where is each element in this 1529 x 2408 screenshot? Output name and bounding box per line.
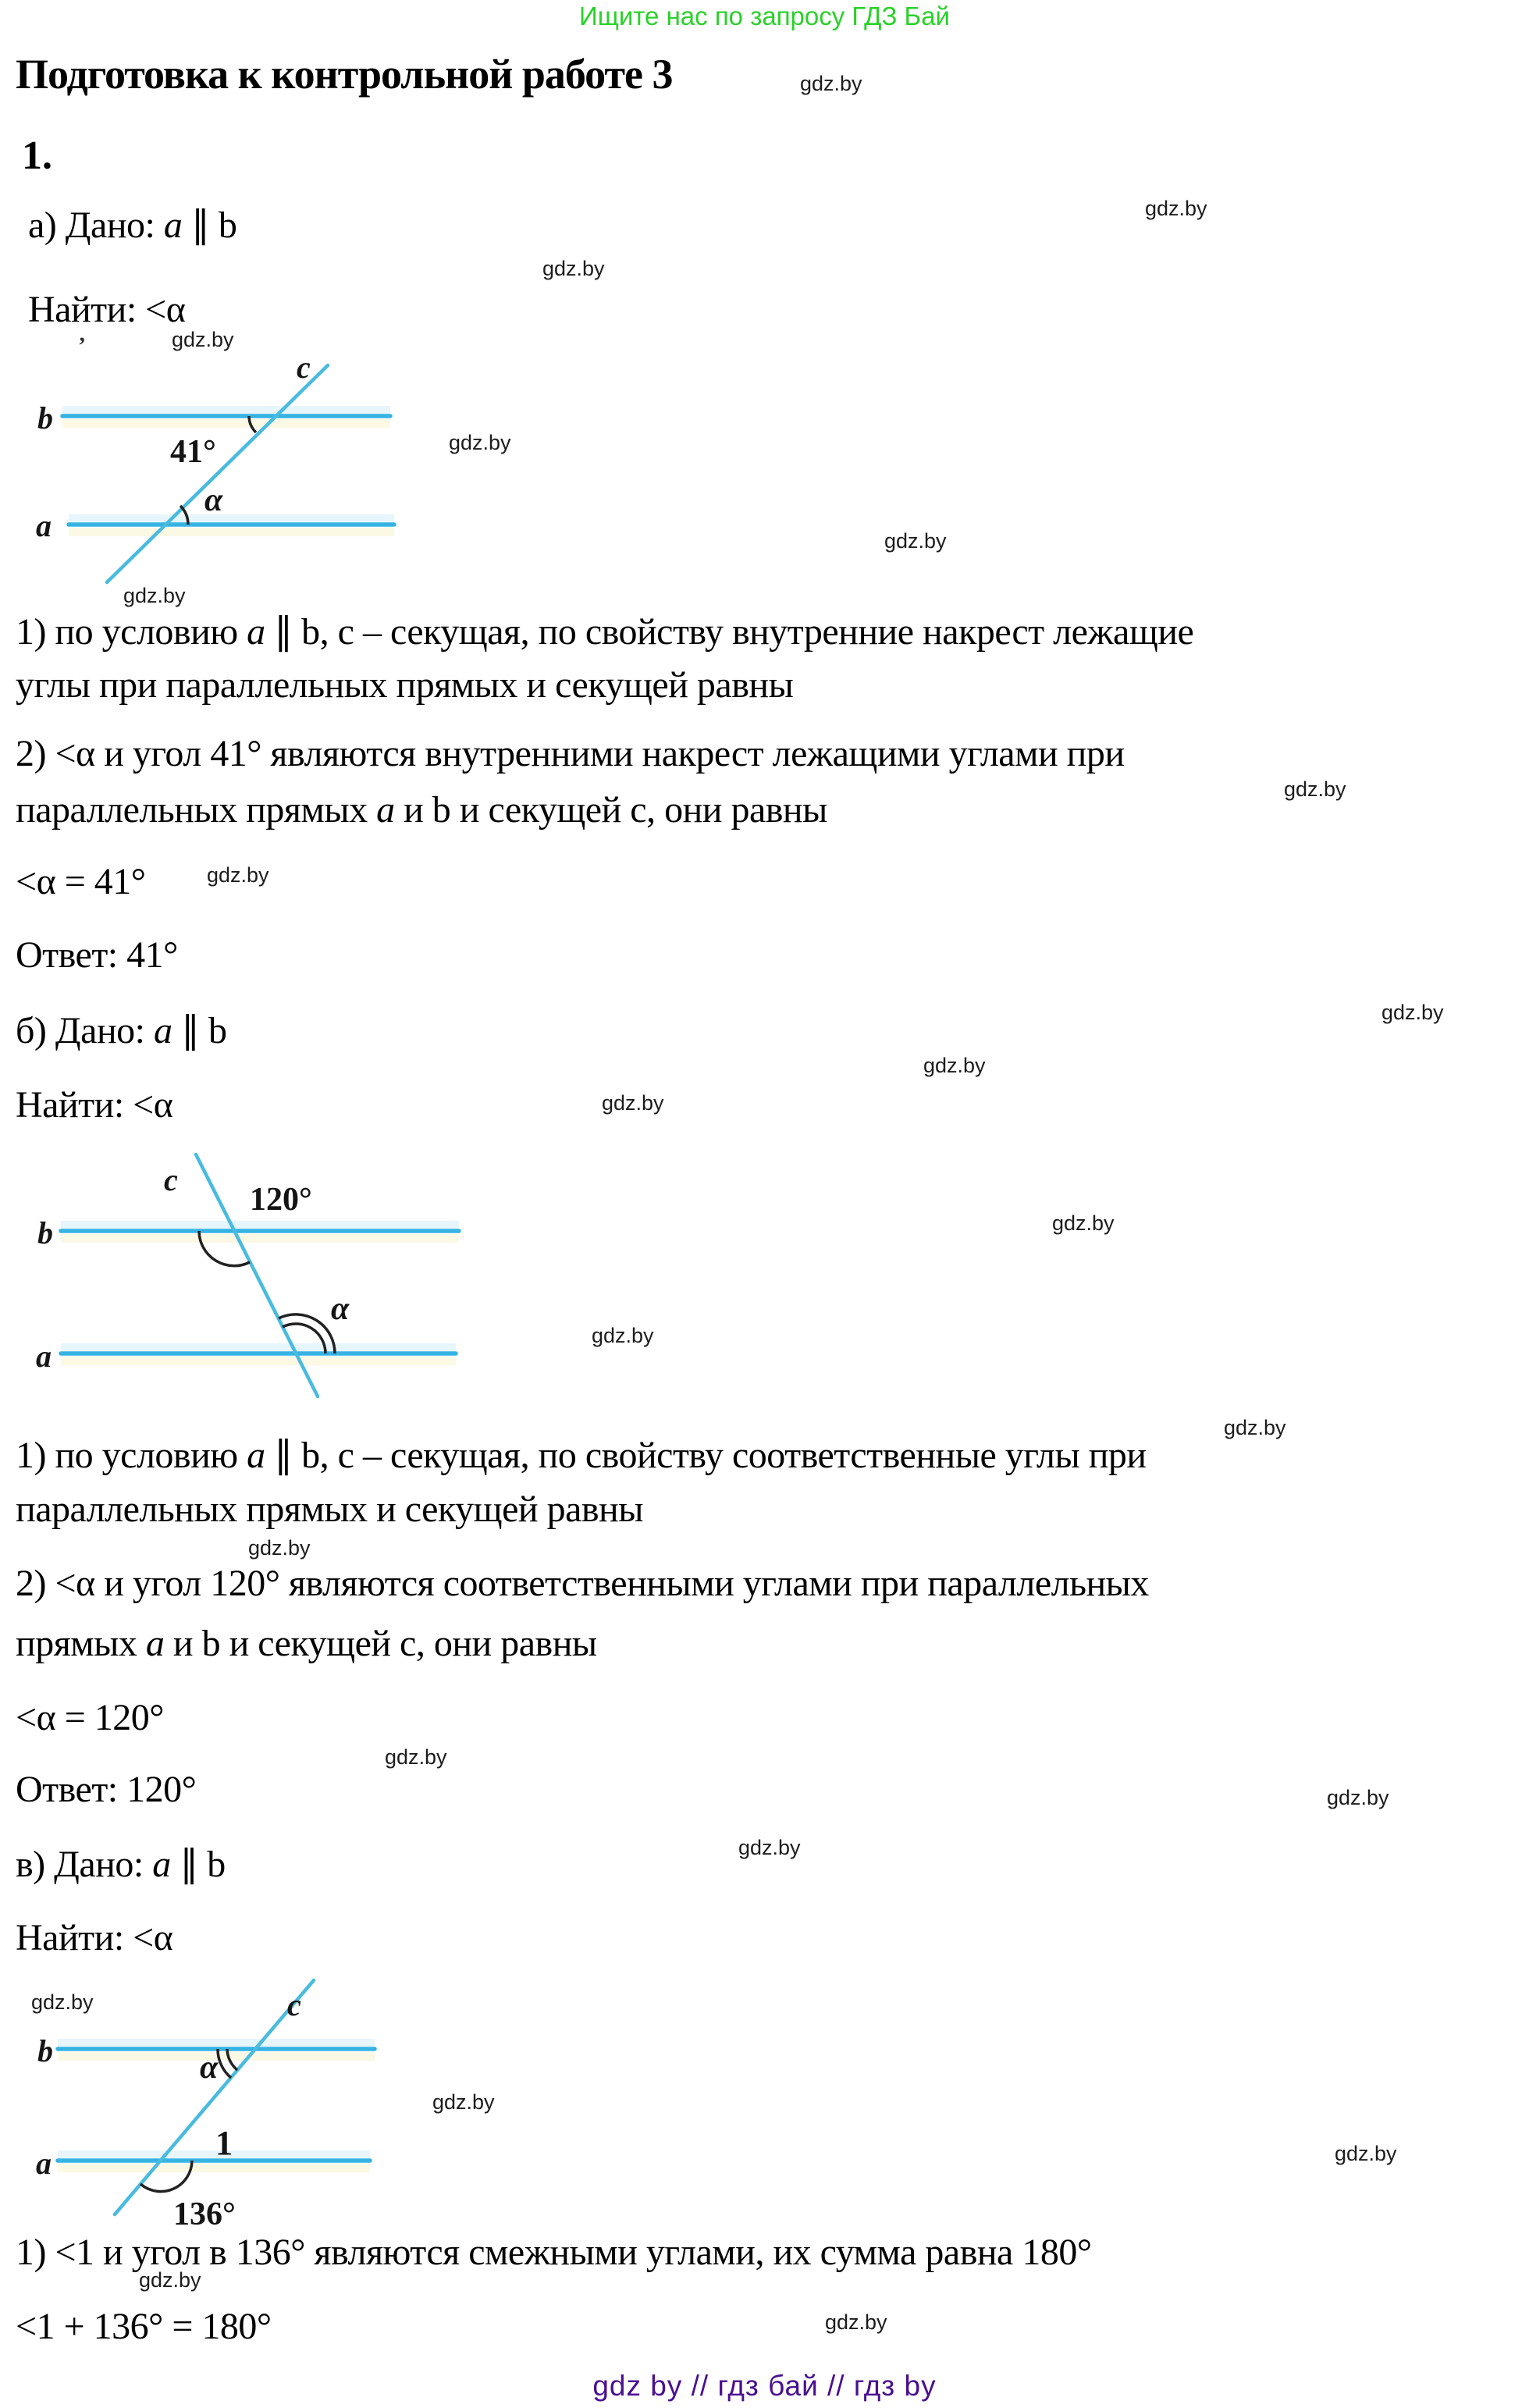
gdz-watermark: gdz.by xyxy=(172,328,234,351)
solution-line-10: Найти: <α xyxy=(16,1084,173,1126)
gdz-watermark: gdz.by xyxy=(1327,1786,1389,1809)
line-halo xyxy=(62,406,390,414)
solution-line-9: б) Дано: а ∥ b xyxy=(16,1010,227,1051)
diagram-c xyxy=(36,1980,375,2232)
line-label-a: a xyxy=(36,508,52,543)
line-halo xyxy=(61,1343,456,1351)
line-label-a: a xyxy=(36,2146,52,2181)
line-label-a: a xyxy=(36,1339,52,1374)
line-halo xyxy=(62,419,390,428)
line-label-c: c xyxy=(287,1987,301,2022)
line-halo xyxy=(58,2150,370,2158)
transversal-line-c xyxy=(107,365,328,582)
solution-line-17: в) Дано: а ∥ b xyxy=(16,1844,226,1885)
line-label-c: c xyxy=(297,350,311,385)
footer-watermark: gdz by // гдз бай // гдз by xyxy=(592,2370,937,2402)
solution-line-2: Найти: <α xyxy=(28,289,186,330)
solution-line-6: параллельных прямых а и b и секущей с, они равны xyxy=(16,789,827,831)
line-label-b: b xyxy=(37,1215,53,1250)
angle-label: 120° xyxy=(250,1182,312,1218)
solution-line-7: <α = 41° xyxy=(16,861,146,902)
line-label-b: b xyxy=(37,2033,53,2068)
solution-line-19: 1) <1 и угол в 136° являются смежными углами, их сумма равна 180° xyxy=(16,2232,1092,2273)
gdz-watermark: gdz.by xyxy=(207,863,269,887)
gdz-watermark: gdz.by xyxy=(123,584,186,607)
solution-line-11: 1) по условию а ∥ b, с – секущая, по свойству соответственные углы при xyxy=(16,1435,1147,1476)
gdz-watermark: gdz.by xyxy=(884,529,947,553)
gdz-watermark: gdz.by xyxy=(602,1091,664,1115)
problem-number: 1. xyxy=(22,133,52,178)
gdz-watermark: gdz.by xyxy=(738,1836,801,1859)
line-halo xyxy=(61,1221,459,1229)
line-halo xyxy=(58,2164,370,2172)
scan-artifact-mark: ’ xyxy=(78,333,86,358)
solution-line-12: параллельных прямых и секущей равны xyxy=(16,1489,643,1530)
line-label-b: b xyxy=(37,400,53,436)
solution-line-3: 1) по условию а ∥ b, с – секущая, по свойству внутренние накрест лежащие xyxy=(16,611,1194,653)
gdz-watermark: gdz.by xyxy=(1145,197,1207,220)
line-halo xyxy=(69,514,394,522)
line-label-c: c xyxy=(164,1162,178,1197)
solution-line-4: углы при параллельных прямых и секущей равны xyxy=(16,664,794,706)
angle-label: 41° xyxy=(170,434,216,470)
gdz-watermark: gdz.by xyxy=(1381,1001,1444,1024)
page-title: Подготовка к контрольной работе 3 xyxy=(16,51,673,98)
line-halo xyxy=(61,1234,459,1243)
solution-line-5: 2) <α и угол 41° являются внутренними накрест лежащими углами при xyxy=(16,733,1125,774)
diagram-a xyxy=(36,333,394,582)
gdz-watermark: gdz.by xyxy=(542,257,605,280)
line-halo xyxy=(69,528,394,536)
solution-line-15: <α = 120° xyxy=(16,1697,164,1738)
solution-line-20: <1 + 136° = 180° xyxy=(16,2306,272,2347)
gdz-watermark: gdz.by xyxy=(592,1324,654,1347)
promo-banner: Ищите нас по запросу ГДЗ Бай xyxy=(579,2,950,30)
solution-line-16: Ответ: 120° xyxy=(16,1769,197,1810)
solution-line-8: Ответ: 41° xyxy=(16,934,178,976)
diagram-b xyxy=(36,1154,459,1396)
gdz-watermark: gdz.by xyxy=(825,2310,887,2334)
gdz-watermark: gdz.by xyxy=(800,72,862,95)
gdz-watermark: gdz.by xyxy=(1335,2142,1397,2165)
gdz-watermark: gdz.by xyxy=(432,2090,495,2114)
gdz-watermark: gdz.by xyxy=(139,2268,201,2292)
gdz-watermark: gdz.by xyxy=(385,1745,447,1769)
gdz-watermark: gdz.by xyxy=(1284,777,1346,801)
gdz-watermark: gdz.by xyxy=(1052,1211,1115,1235)
gdz-watermark: gdz.by xyxy=(248,1536,311,1560)
transversal-line-c xyxy=(115,1980,314,2214)
solution-line-14: прямых а и b и секущей с, они равны xyxy=(16,1623,597,1664)
gdz-watermark: gdz.by xyxy=(31,1990,94,2014)
line-halo xyxy=(58,2039,375,2047)
solution-line-13: 2) <α и угол 120° являются соответственными углами при параллельных xyxy=(16,1563,1149,1604)
angle-label: 136° xyxy=(173,2196,236,2232)
angle-label: 1 xyxy=(215,2124,233,2162)
solution-line-1: а) Дано: а ∥ b xyxy=(28,205,237,246)
gdz-watermark: gdz.by xyxy=(1224,1416,1286,1439)
gdz-watermark: gdz.by xyxy=(449,431,511,454)
line-halo xyxy=(61,1357,456,1365)
gdz-watermark: gdz.by xyxy=(923,1054,986,1077)
angle-label: α xyxy=(331,1291,350,1327)
angle-label: α xyxy=(200,2050,219,2086)
angle-label: α xyxy=(204,482,223,518)
solution-line-18: Найти: <α xyxy=(16,1917,173,1958)
